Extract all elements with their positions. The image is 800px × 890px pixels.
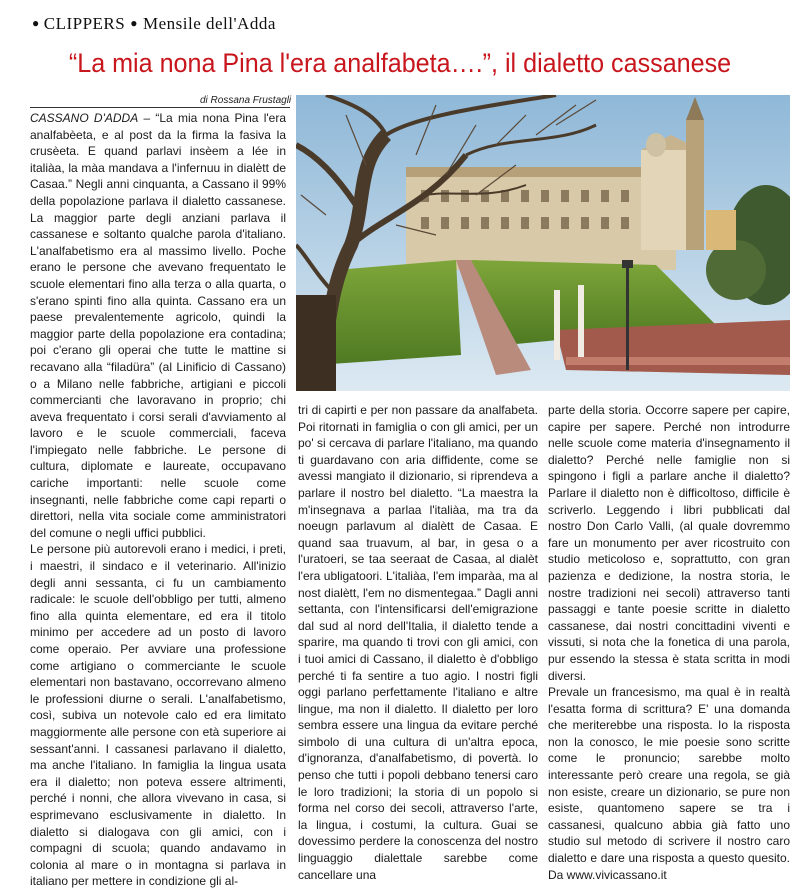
publication-name: CLIPPERS — [43, 14, 126, 33]
article-column-1 — [30, 110, 287, 889]
publication-subtitle: Mensile dell'Adda — [142, 14, 276, 33]
bullet-icon: ● — [32, 16, 40, 30]
paragraph: Prevale un francesismo, ma qual è in realtà l'esatta forma di scrittura? E' una domanda che meriterebbe una risposta. Io la risposta non la conosco, le mie poesie sono scritte come le pronuncio; sarebbe molto interessante però creare una regola, se già non esiste, creare un dizionario, se pure non esiste, quantomeno sapere se tra i cassanesi, qualcuno abbia già fatto uno studio sul metodo di scrivere il nostro caro dialetto e dare una risposta a questo quesito. Da www.vivicassano.it — [548, 685, 790, 882]
paragraph: Le persone più autorevoli erano i medici, i preti, i maestri, il sindaco e il veterinario. All'inizio degli anni sessanta, ci fu un cambiamento radicale: le scuole dell'obbligo per tutti, almeno fino alla quinta elementare, ed era il titolo minimo per accedere ad un posto di lavoro come operaio. Per avviare una professione come artigiano o commerciante le scuole elementari non bastavano, occorrevano almeno le professioni diurne o serali. L'analfabetismo, così, subiva un notevole calo ed era limitato maggiormente alle persone con età superiore ai sessant'anni. I cassanesi parlavano il dialetto, ma anche l'italiano. In famiglia la lingua usata era il dialetto; non poteva essere altrimenti, perché i nonni, che allora vivevano in casa, si esprimevano esclusivamente in dialetto. In dialetto si dialogava con gli amici, con i compagni di scuola; quando andavamo in colonia al mare o in montagna si parlava in italiano per mettere in condizione gli al- — [30, 542, 286, 889]
article-column-3 — [548, 402, 790, 882]
divider — [30, 107, 290, 108]
castle-photo-illustration — [296, 95, 790, 391]
photo-cassano-castle — [296, 95, 790, 391]
article-title: “La mia nona Pina l'era analfabeta….”, il dialetto cassanese — [68, 48, 732, 78]
paragraph — [30, 110, 286, 541]
article-column-2 — [298, 402, 538, 882]
publication-header — [32, 14, 276, 34]
paragraph-text: – “La mia nona Pina l'era analfabèeta, e al post da la firma la fasiva la crusèeta. E quand parlavi insèem a lée in italiàa, la màa mandava a l'infernuu in dialètt de Casaa.” Negli anni cinquanta, a Cassano il 99% della popolazione parlava il dialetto cassanese. La maggior parte degli anziani parlava il cassanese e soltanto qualche parola d'italiano. L'analfabetismo era al massimo livello. Poche erano le persone che avevano frequentato le scuole elementari fino alla terza o alla quarta, o s'erano spinti fino alla quinta. Cassano era un paese prevalentemente agricolo, quindi la maggior parte della popolazione era contadina; poi c'erano gli operai che tutte le mattine si recavano alla “filadüra” (al Linificio di Cassano) o a Milano nelle fabbriche, artigiani e piccoli commercianti che lavoravano in proprio; chi aveva frequentato i corsi serali d'avviamento al lavoro e le scuole commerciali, faceva l'impiegato nelle fabbriche. Le persone di cultura, diplomate e laureate, occupavano cariche importanti: nelle scuole come insegnanti, nelle fabbriche come capi reparti o direttori, nella vita sociale come amministratori del comune o negli uffici pubblici. — [30, 111, 287, 540]
paragraph: parte della storia. Occorre sapere per capire, capire per sapere. Perché non introdurre nelle scuole come materia d'insegnamento il dialetto? Perché nelle famiglie non si spingono i figli a parlare anche il dialetto? Parlare il dialetto non è difficoltoso, difficile è scriverlo. Leggendo i libri pubblicati dal nostro Don Carlo Valli, (al quale dovremmo fare un monumento per aver ricostruito con studio meticoloso e, soprattutto, con gran pazienza e dedizione, la nostra storia, le nostre tradizioni nei secoli) attraverso tanti passaggi e tante poesie scritte in dialetto cassanese, dai nostri concittadini viventi e vissuti, si nota che la fonetica di una parola, pur essendo la stessa è stata scritta in modi diversi. — [548, 403, 790, 683]
separator-icon: ● — [130, 16, 138, 30]
paragraph: tri di capirti e per non passare da analfabeta. Poi ritornati in famiglia o con gli amici, per un po' si cercava di parlare l'italiano, ma quando ti guardavano con aria diffidente, come se avessi mangiato il dizionario, si riprendeva a parlare il nostro bel dialetto. “La maestra la m'insegnava a parlaa l'italiàa, ma tra da noeugn parlavum al dialètt de Casaa. E quand saa truavum, al bar, in gesa o a l'uratoeri, se taa seeraat de Casaa, al dialèt l'era ubligatoori. L'italiàa, l'em imparàa, ma al nost dialètt, l'em no dismentegaa.” Dagli anni settanta, con l'intensificarsi dell'emigrazione dal sud al nord dell'Italia, il dialetto tende a sparire, ma quando ti trovi con gli amici, con i tuoi amici di Cassano, il dialetto è d'obbligo perché ti fa sentire a tuo agio. I nostri figli oggi parlano perfettamente l'italiano e altre lingue, ma non il dialetto. Il dialetto per loro sembra essere una lingua da evitare perché simbolo di una cultura di un'altra epoca, d'ignoranza, d'analfabetismo, di povertà. Io penso che tutti i popoli debbano tenersi caro le loro tradizioni; la storia di un popolo si forma nel corso dei secoli, attraverso l'arte, la lingua, i costumi, la cultura. Guai se dovessimo perdere la conoscenza del nostro linguaggio dialettale sarebbe come cancellare una — [298, 403, 538, 882]
article-byline: di Rossana Frustagli — [200, 95, 292, 106]
dateline: CASSANO D'ADDA — [30, 111, 139, 125]
